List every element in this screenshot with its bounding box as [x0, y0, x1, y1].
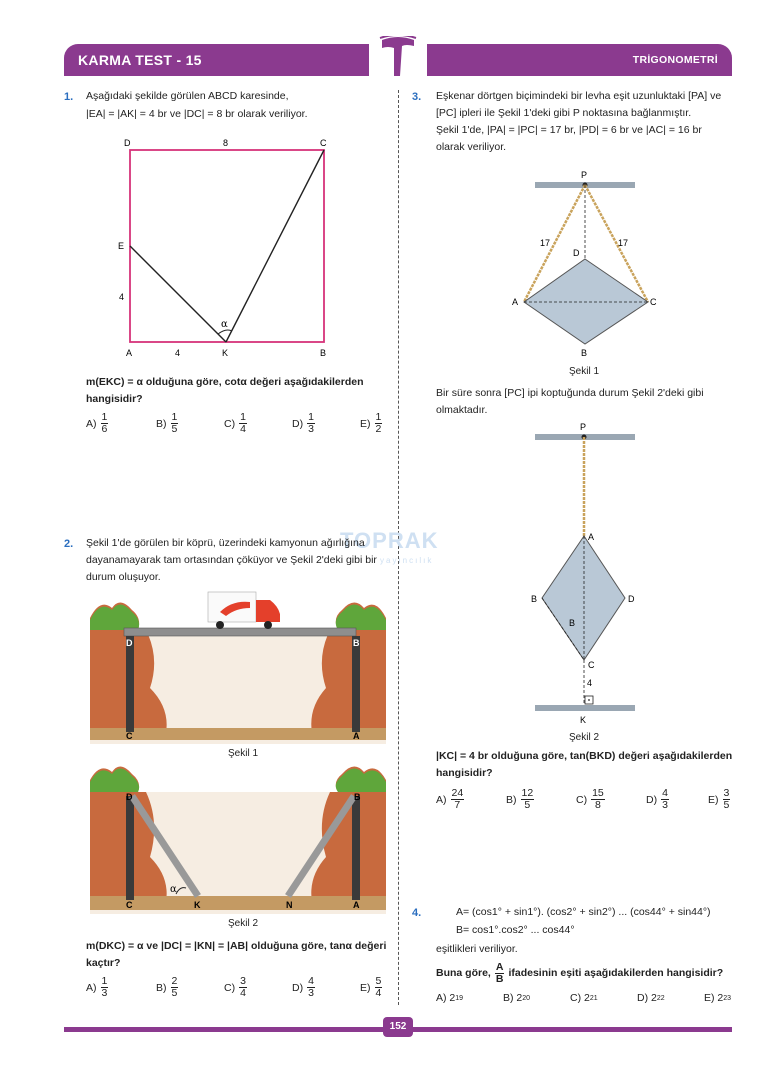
q4-choice-a[interactable]: A) 2 19	[436, 992, 464, 1004]
q1-question: m(EKC) = α olduğuna göre, cotα değeri aşağıdakilerden hangisidir?	[86, 376, 364, 405]
q2-choice-e[interactable]: E) $\frac{5}{4}$	[360, 975, 382, 999]
fig2-label-d: D	[628, 594, 635, 604]
q4-choices	[436, 992, 740, 1004]
label-d: D	[124, 138, 131, 148]
fig2-label-d: D	[126, 792, 133, 802]
square-abcd	[130, 150, 324, 342]
label-8: 8	[223, 138, 229, 148]
q1-square-figure	[110, 134, 340, 364]
bridge-deck	[124, 628, 356, 636]
q3-choice-d[interactable]: D) $\frac{4}{3}$	[646, 787, 668, 811]
q4-question-post: ifadesinin eşiti aşağıdakilerden hangisidir?	[508, 967, 724, 979]
q2-choice-a[interactable]: A) $\frac{1}{3}$	[86, 975, 108, 999]
fig2-label-4: 4	[587, 678, 593, 688]
page-number: 152	[383, 1017, 413, 1037]
q3-fig2-caption: Şekil 2	[569, 732, 600, 743]
fig2-label-a: A	[588, 532, 595, 542]
q3-text3: Bir süre sonra [PC] ipi koptuğunda durum Şekil 2'deki gibi olmaktadır.	[436, 387, 704, 416]
q4-line-a: A= (cos1° + sin1°). (cos2° + sin2°) ... (cos44° + sin44°)	[456, 906, 711, 918]
fig2-label-p: P	[580, 422, 587, 432]
q2-number: 2.	[64, 538, 74, 550]
q1-choices	[86, 412, 400, 435]
q1-choice-d[interactable]: D) $\frac{1}{3}$	[292, 411, 314, 435]
fig2-label-c: C	[126, 900, 133, 910]
q1-line1: Aşağıdaki şekilde görülen ABCD karesinde,	[86, 90, 289, 102]
label-b: B	[320, 348, 327, 358]
label-alpha: α	[221, 319, 228, 330]
fig1-label-17-right: 17	[618, 238, 629, 248]
q3-text2: Şekil 1'de, |PA| = |PC| = 17 br, |PD| = 6 br ve |AC| = 16 br olarak veriliyor.	[436, 124, 702, 153]
q4-choice-e[interactable]: E) 2 23	[704, 992, 732, 1004]
q4-line-b: B= cos1°.cos2° ... cos44°	[456, 924, 575, 936]
label-e: E	[118, 241, 125, 251]
rhombus-hanging	[542, 536, 625, 660]
q3-choice-b[interactable]: B) $\frac{12}{5}$	[506, 787, 534, 811]
header-right-band	[427, 44, 732, 76]
fig2-label-n: N	[286, 900, 293, 910]
q2-question: m(DKC) = α ve |DC| = |KN| = |AB| olduğuna göre, tanα değeri kaçtır?	[86, 940, 387, 969]
segment-kc	[226, 150, 324, 342]
fig1-label-a: A	[353, 731, 360, 741]
label-k: K	[222, 348, 229, 358]
q4-number: 4.	[412, 907, 422, 919]
q2-fig2-caption: Şekil 2	[228, 918, 259, 929]
watermark-brand: TOPRAK	[340, 528, 439, 553]
q1-choice-c[interactable]: C) $\frac{1}{4}$	[224, 411, 246, 435]
fig1-label-p: P	[581, 170, 588, 180]
header-left-band	[64, 44, 369, 76]
q2-fig1-caption: Şekil 1	[228, 748, 259, 759]
test-title: KARMA TEST - 15	[78, 52, 202, 68]
q1-choice-e[interactable]: E) $\frac{1}{2}$	[360, 411, 382, 435]
ground	[90, 728, 386, 740]
fig2-label-b-outer: B	[531, 594, 538, 604]
q3-choices	[436, 788, 738, 811]
q3-choice-e[interactable]: E) $\frac{3}{5}$	[708, 787, 730, 811]
q2-choice-d[interactable]: D) $\frac{4}{3}$	[292, 975, 314, 999]
fig1-label-b: B	[353, 638, 360, 648]
q2-choice-b[interactable]: B) $\frac{2}{5}$	[156, 975, 178, 999]
q1-number: 1.	[64, 91, 74, 103]
q2-figure1-bridge	[90, 588, 386, 744]
fig1-label-17-left: 17	[540, 238, 551, 248]
q3-question: |KC| = 4 br olduğuna göre, tan(BKD) değeri aşağıdakilerden hangisidir?	[436, 750, 733, 779]
q1-choice-a[interactable]: A) $\frac{1}{6}$	[86, 411, 108, 435]
q3-number: 3.	[412, 91, 422, 103]
q3-figure2-hanging-rhombus	[520, 420, 650, 730]
q3-figure1-rhombus	[510, 166, 660, 362]
fig1-label-c: C	[650, 297, 657, 307]
fig2-label-a: A	[353, 900, 360, 910]
q4-choice-c[interactable]: C) 2 21	[570, 992, 598, 1004]
right-pillar	[352, 636, 360, 732]
q2-figure2-collapsed-bridge	[90, 762, 386, 914]
q2-text: Şekil 1'de görülen bir köprü, üzerindeki kamyonun ağırlığına dayanamayarak tam ortasından çöküyor ve Şekil 2'deki gibi bir durum oluşuyor.	[86, 537, 377, 583]
segment-ek	[130, 246, 226, 342]
publisher-logo-icon	[378, 36, 418, 80]
watermark-sub: yayıncılık	[380, 556, 434, 565]
fig2-label-k: K	[580, 715, 587, 725]
fig2-alpha: α	[170, 884, 177, 895]
q2-choice-c[interactable]: C) $\frac{3}{4}$	[224, 975, 246, 999]
fig1-label-d: D	[573, 248, 580, 258]
fig1-label-c: C	[126, 731, 133, 741]
label-4-bottom: 4	[175, 348, 181, 358]
q2-choices	[86, 976, 400, 999]
fig1-label-b: B	[581, 348, 588, 358]
fig2-label-b-inner: B	[569, 618, 576, 628]
label-a: A	[126, 348, 133, 358]
fig1-label-a: A	[512, 297, 519, 307]
floor-bar	[535, 705, 635, 711]
truck-cab	[256, 600, 280, 622]
left-pillar	[126, 636, 134, 732]
q4-choice-d[interactable]: D) 2 22	[637, 992, 665, 1004]
label-4-left: 4	[119, 292, 125, 302]
fig2-label-k: K	[194, 900, 201, 910]
q4-given: eşitlikleri veriliyor.	[436, 943, 518, 955]
fig1-label-d: D	[126, 638, 133, 648]
q3-text1: Eşkenar dörtgen biçimindeki bir levha eşit uzunluktaki [PA] ve [PC] ipleri ile Şekil 1'deki gibi P noktasına bağlanmıştır.	[436, 90, 722, 119]
fig2-label-b: B	[354, 792, 361, 802]
q4-fraction: $\frac{A}{B}$	[495, 961, 504, 985]
q1-line2: |EA| = |AK| = 4 br ve |DC| = 8 br olarak veriliyor.	[86, 108, 308, 120]
topic-title: TRİGONOMETRİ	[632, 54, 718, 66]
fig2-label-c: C	[588, 660, 595, 670]
rhombus-abcd	[524, 259, 648, 344]
q3-choice-c[interactable]: C) $\frac{15}{8}$	[576, 787, 604, 811]
q1-choice-b[interactable]: B) $\frac{1}{5}$	[156, 411, 178, 435]
q3-choice-a[interactable]: A) $\frac{24}{7}$	[436, 787, 464, 811]
label-c: C	[320, 138, 327, 148]
q4-question-pre: Buna göre,	[436, 967, 491, 979]
q4-choice-b[interactable]: B) 2 20	[503, 992, 531, 1004]
page-header	[64, 44, 732, 76]
q3-fig1-caption: Şekil 1	[569, 366, 600, 377]
q4-question	[436, 962, 736, 985]
